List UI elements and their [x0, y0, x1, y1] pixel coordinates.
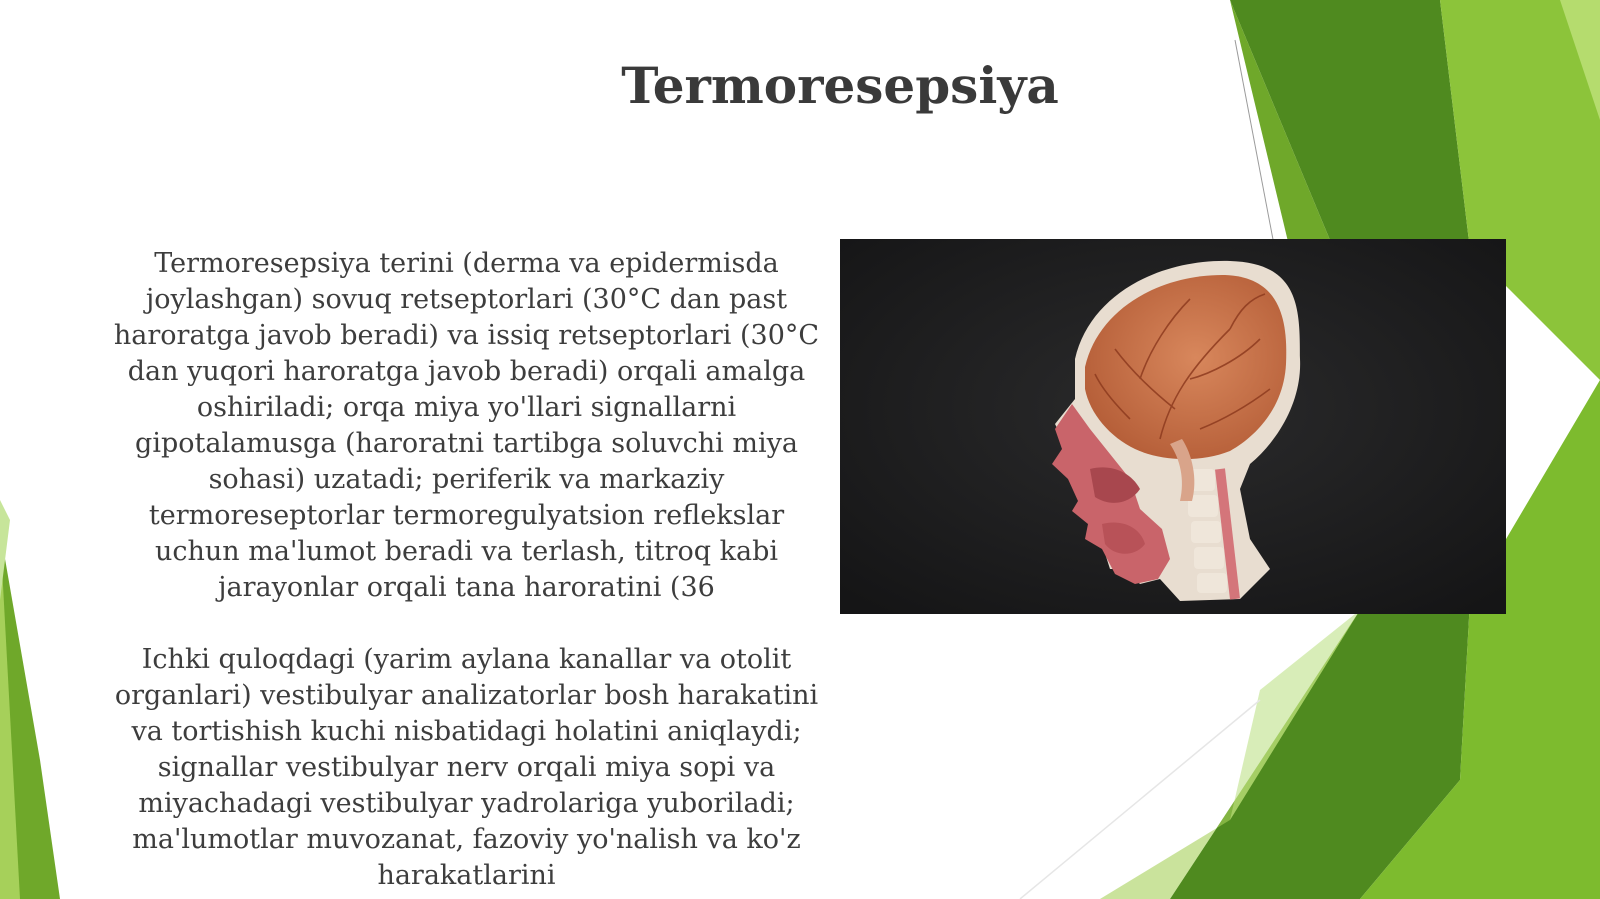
paragraph-thermoreception: Termoresepsiya terini (derma va epidermisda joylashgan) sovuq retseptorlari (30°C dan past haroratga javob beradi) va issiq retseptorlari (30°C dan yuqori haroratga javob beradi) orqali amalga oshiriladi; orqa miya yo'llari signallarni gipotalamusga (haroratni tartibga soluvchi miya sohasi) uzatadi; periferik va markaziy termoreseptorlar termoregulyatsion reflekslar uchun ma'lumot beradi va terlash, titroq kabi jarayonlar orqali tana haroratini (36: [113, 248, 820, 603]
paragraph-vestibular: Ichki quloqdagi (yarim aylana kanallar va otolit organlari) vestibulyar analizatorlar bosh harakatini va tortishish kuchi nisbatidagi holatini aniqlaydi; signallar vestibulyar nerv orqali miya sopi va miyachadagi vestibulyar yadrolariga yuboriladi; ma'lumotlar muvozanat, fazoviy yo'nalish va ko'z harakatlarini: [114, 644, 819, 891]
slide-body: [104, 246, 829, 894]
head-anatomy-image: [840, 239, 1506, 614]
slide-title: Termoresepsiya: [621, 56, 1059, 115]
